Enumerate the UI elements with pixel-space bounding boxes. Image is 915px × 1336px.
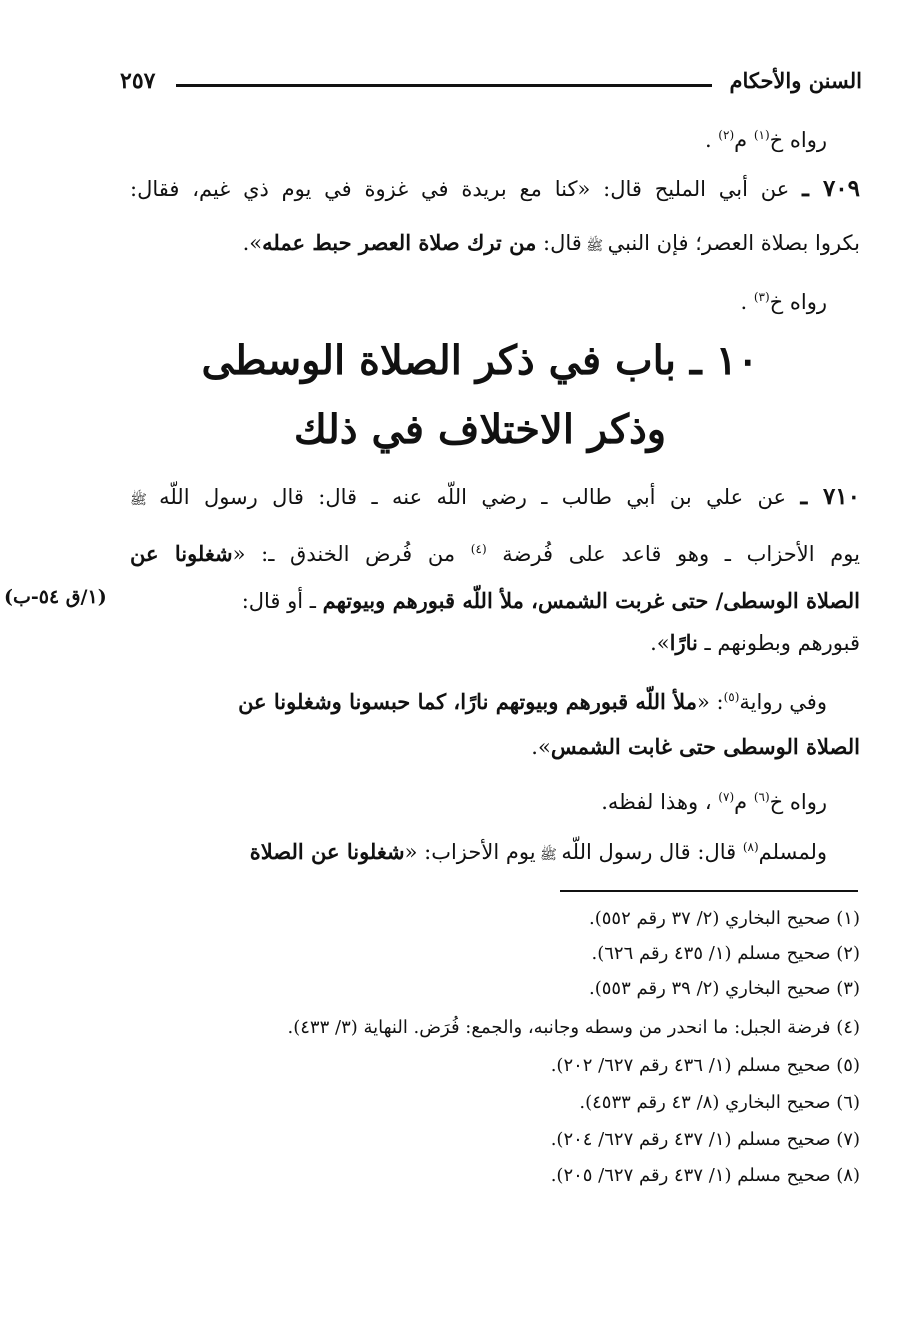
footnote-ref: (٦) bbox=[753, 790, 770, 804]
chapter-heading-line-2: وذكر الاختلاف في ذلك bbox=[293, 406, 667, 453]
footnote: (٤) فرضة الجبل: ما انحدر من وسطه وجانبه، والجمع: فُرَض. النهاية (٣/ ٤٣٣). bbox=[287, 1017, 860, 1038]
hadith-text-bold: شغلونا عن الصلاة bbox=[249, 839, 405, 864]
footnote-ref: (٢) bbox=[718, 128, 735, 142]
manuscript-reference: (١/ق ٥٤-ب) bbox=[4, 586, 107, 608]
text: م bbox=[734, 128, 754, 152]
attribution-line bbox=[130, 780, 827, 816]
footnote: (١) صحيح البخاري (٢/ ٣٧ رقم ٥٥٢). bbox=[589, 908, 860, 929]
text: . bbox=[740, 290, 754, 314]
footnote: (٦) صحيح البخاري (٨/ ٤٣ رقم ٤٥٣٣). bbox=[579, 1092, 860, 1113]
text: ». bbox=[242, 231, 263, 255]
hadith-text-bold: ملأ اللّه قبورهم وبيوتهم نارًا، كما حبسونا وشغلونا عن bbox=[238, 689, 697, 714]
riwaya-line-2 bbox=[130, 730, 860, 766]
text: رواه خ bbox=[769, 128, 827, 152]
muslim-line bbox=[130, 830, 827, 866]
riwaya-line-1 bbox=[130, 680, 827, 716]
footnote: (٢) صحيح مسلم (١/ ٤٣٥ رقم ٦٢٦). bbox=[591, 943, 860, 964]
hadith-number: ٧٠٩ ـ bbox=[802, 175, 860, 202]
footnote-ref: (٧) bbox=[718, 790, 735, 804]
footnote: (٥) صحيح مسلم (١/ ٤٣٦ رقم ٦٢٧/ ٢٠٢). bbox=[550, 1055, 860, 1076]
text: رواه خ bbox=[769, 290, 827, 314]
salla-glyph: ﷺ bbox=[130, 492, 160, 508]
hadith-710-line-4 bbox=[130, 626, 860, 662]
text: ». bbox=[531, 735, 551, 759]
hadith-text-bold: من ترك صلاة العصر حبط عمله bbox=[262, 230, 537, 255]
hadith-number: ٧١٠ ـ bbox=[800, 483, 860, 510]
attribution-line bbox=[130, 280, 827, 316]
text: قبورهم وبطونهم ـ bbox=[697, 631, 860, 655]
hadith-710-line-2 bbox=[130, 532, 860, 568]
footnote: (٨) صحيح مسلم (١/ ٤٣٧ رقم ٦٢٧/ ٢٠٥). bbox=[550, 1165, 860, 1186]
text: ». bbox=[650, 631, 670, 655]
footnote: (٧) صحيح مسلم (١/ ٤٣٧ رقم ٦٢٧/ ٢٠٤). bbox=[550, 1129, 860, 1150]
text: قال: bbox=[536, 231, 582, 255]
text: يوم الأحزاب ـ وهو قاعد على فُرضة bbox=[486, 542, 860, 566]
salla-glyph: ﷺ bbox=[581, 238, 608, 254]
text: : « bbox=[696, 690, 724, 714]
attribution-line bbox=[130, 118, 827, 154]
salla-glyph: ﷺ bbox=[535, 847, 562, 863]
footnote-rule bbox=[560, 890, 858, 892]
text: م bbox=[734, 790, 754, 814]
chapter-heading-line-1: ١٠ ـ باب في ذكر الصلاة الوسطى bbox=[201, 337, 759, 384]
hadith-709-line-2 bbox=[130, 226, 860, 262]
footnote-ref: (٥) bbox=[723, 690, 740, 704]
hadith-710-line-3 bbox=[180, 584, 860, 620]
text: عن أبي المليح قال: «كنا مع بريدة في غزوة في يوم ذي غيم، فقال: bbox=[130, 177, 803, 201]
text: رواه خ bbox=[769, 790, 827, 814]
hadith-text-bold: شغلونا عن bbox=[130, 541, 233, 566]
text: ولمسلم bbox=[758, 840, 827, 864]
page-number: ٢٥٧ bbox=[120, 68, 156, 94]
text: ، وهذا لفظه. bbox=[601, 790, 719, 814]
text: عن علي بن أبي طالب ـ رضي اللّه عنه ـ قال: قال رسول اللّه bbox=[159, 485, 801, 509]
running-header bbox=[120, 68, 862, 98]
text: بكروا بصلاة العصر؛ فإن النبي bbox=[607, 231, 860, 255]
hadith-text-bold: الصلاة الوسطى حتى غابت الشمس bbox=[550, 734, 860, 759]
text: قال: قال رسول اللّه bbox=[561, 840, 743, 864]
footnote-ref: (٤) bbox=[470, 542, 487, 556]
hadith-text-bold: الصلاة الوسطى/ حتى غربت الشمس، ملأ اللّه قبورهم وبيوتهم bbox=[322, 588, 860, 613]
hadith-text-bold: نارًا bbox=[669, 630, 698, 655]
footnote-ref: (١) bbox=[753, 128, 770, 142]
footnote-ref: (٣) bbox=[753, 290, 770, 304]
hadith-710-line-1 bbox=[130, 480, 860, 516]
footnote: (٣) صحيح البخاري (٢/ ٣٩ رقم ٥٥٣). bbox=[589, 978, 860, 999]
hadith-709-line-1 bbox=[130, 172, 860, 208]
text: يوم الأحزاب: « bbox=[404, 840, 536, 864]
text: من فُرض الخندق ـ: « bbox=[232, 542, 471, 566]
footnote-ref: (٨) bbox=[742, 840, 759, 854]
text: ـ أو قال: bbox=[241, 589, 323, 613]
text: . bbox=[704, 128, 719, 152]
header-rule bbox=[176, 84, 712, 87]
header-title: السنن والأحكام bbox=[729, 68, 862, 93]
text: وفي رواية bbox=[739, 690, 827, 714]
